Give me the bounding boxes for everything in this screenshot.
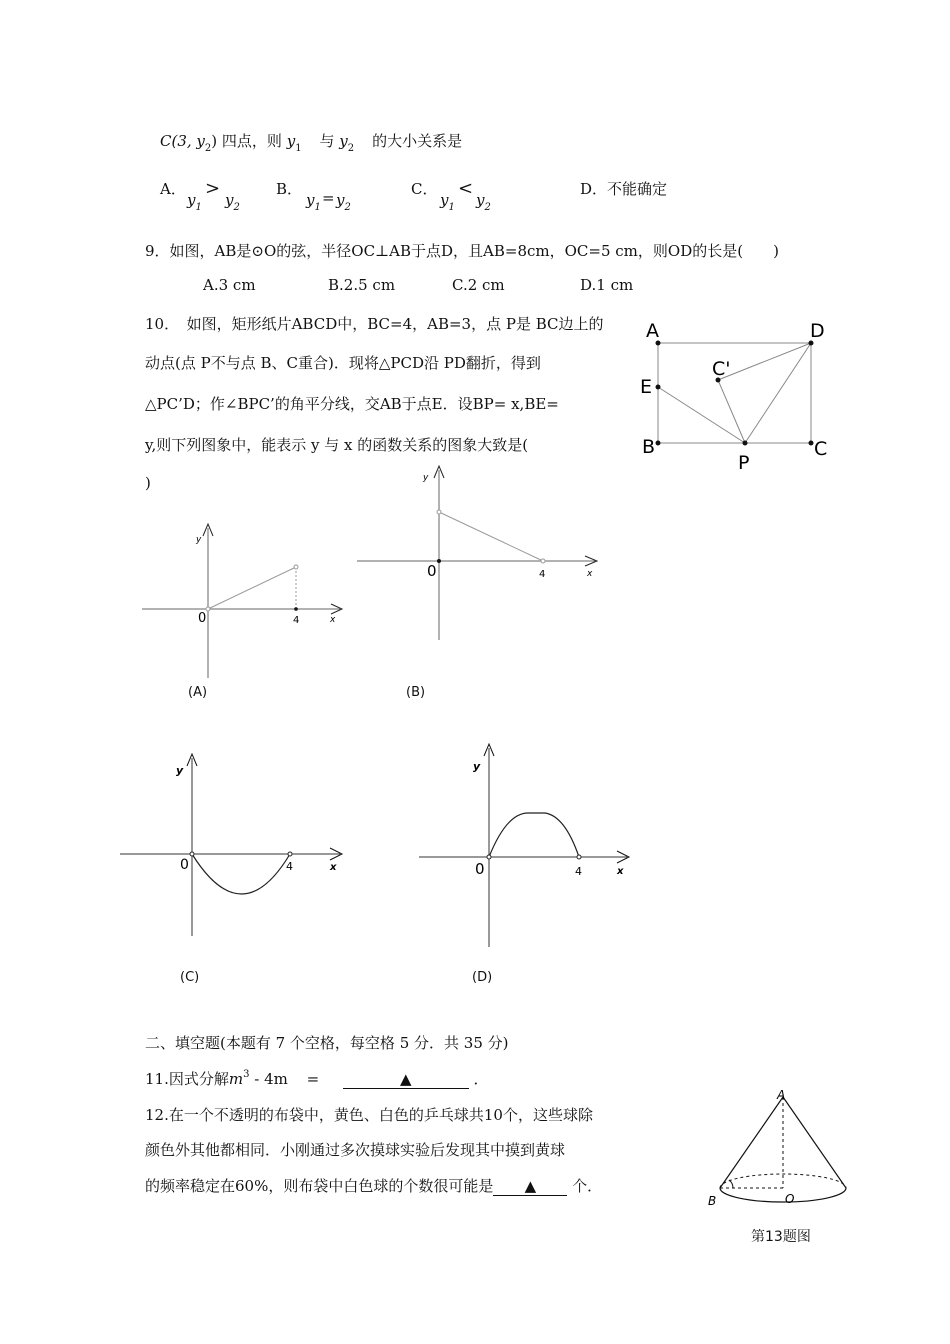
label-e: E	[640, 376, 653, 398]
section-2-heading: 二、填空题(本题有 7 个空格，每空格 5 分．共 35 分)	[145, 1034, 509, 1052]
origin-0: 0	[198, 611, 207, 626]
q8-y2: $y_2$	[339, 132, 355, 154]
tick-4: 4	[286, 860, 293, 873]
label-b: B	[642, 436, 656, 458]
tick-4: 4	[539, 569, 546, 580]
q10-line-2: 动点(点 P不与点 B、C重合)．现将△PCD沿 PD翻折，得到	[145, 354, 541, 372]
graph-c	[118, 750, 348, 938]
axis-y: y	[196, 535, 202, 545]
graph-b	[355, 462, 605, 644]
q10-line-5: )	[145, 474, 151, 492]
label-a: A	[646, 320, 659, 342]
q8-stem: C(3, $y_2$) 四点，则 $y_1$ 与 $y_2$ 的大小关系是	[160, 132, 463, 154]
q9-option-d: D.1 cm	[580, 276, 634, 294]
label-p: P	[738, 452, 750, 474]
label-c: C	[814, 438, 828, 460]
fig-13-caption: 第13题图	[751, 1229, 811, 1245]
axis-x: x	[330, 615, 336, 625]
q8-option-d: D．不能确定	[580, 180, 668, 198]
q9-option-a: A.3 cm	[203, 276, 256, 294]
origin-0: 0	[475, 860, 485, 878]
q12-answer-blank[interactable]: ▲	[493, 1177, 567, 1196]
tick-4: 4	[575, 865, 582, 878]
label-b: B	[708, 1194, 717, 1208]
q10-line-4: y,则下列图象中，能表示 y 与 x 的函数关系的图象大致是(	[145, 436, 529, 454]
axis-x: x	[587, 569, 593, 579]
tick-4: 4	[293, 615, 300, 626]
q11: 11.因式分解$m^3 - 4m$ = ▲ ．	[145, 1069, 489, 1088]
axis-y: y	[176, 764, 184, 777]
caption-c: (C)	[180, 970, 200, 985]
q12-line-3: 的频率稳定在60%，则布袋中白色球的个数很可能是 ▲ 个．	[145, 1177, 603, 1195]
label-o: O	[785, 1192, 795, 1206]
axis-x: x	[617, 866, 624, 877]
q12-line-1: 12.在一个不透明的布袋中，黄色、白色的乒乓球共10个，这些球除	[145, 1106, 593, 1124]
q8-option-b: B． $y_1$ = $y_2$	[276, 180, 351, 213]
caption-a: (A)	[188, 685, 208, 700]
axis-y: y	[423, 473, 429, 483]
caption-b: (B)	[406, 685, 426, 700]
q10-line-1: 10． 如图，矩形纸片ABCD中，BC=4，AB=3，点 P是 BC边上的	[145, 315, 604, 333]
q12-line-2: 颜色外其他都相同．小刚通过多次摸球实验后发现其中摸到黄球	[145, 1141, 566, 1159]
q10-rectangle-figure	[630, 315, 840, 475]
axis-y: y	[473, 760, 481, 773]
q10-line-3: △PC’D；作∠BPC’的角平分线，交AB于点E．设BP= x,BE=	[145, 395, 559, 413]
label-a: A	[777, 1088, 786, 1102]
origin-0: 0	[180, 857, 189, 873]
q8-y1: $y_1$	[286, 132, 302, 154]
q9-option-b: B.2.5 cm	[328, 276, 396, 294]
q9-stem: 9．如图，AB是⊙O的弦，半径OC⊥AB于点D，且AB=8cm，OC=5 cm，则OD的长是( )	[145, 242, 779, 260]
q11-answer-blank[interactable]: ▲	[343, 1070, 469, 1089]
q8-option-c: C． $y_1$ < $y_2$	[411, 178, 491, 213]
axis-x: x	[330, 862, 337, 873]
origin-0: 0	[427, 562, 437, 580]
caption-d: (D)	[472, 970, 493, 985]
graph-a	[140, 520, 350, 685]
q8-option-a: A． $y_1$ > $y_2$	[160, 178, 240, 213]
q9-option-c: C.2 cm	[452, 276, 505, 294]
label-d: D	[810, 320, 825, 342]
label-c-prime: C'	[712, 358, 731, 380]
cone-figure	[700, 1085, 860, 1215]
graph-d	[417, 740, 637, 950]
q8-point-c: C(3, y	[160, 132, 205, 150]
